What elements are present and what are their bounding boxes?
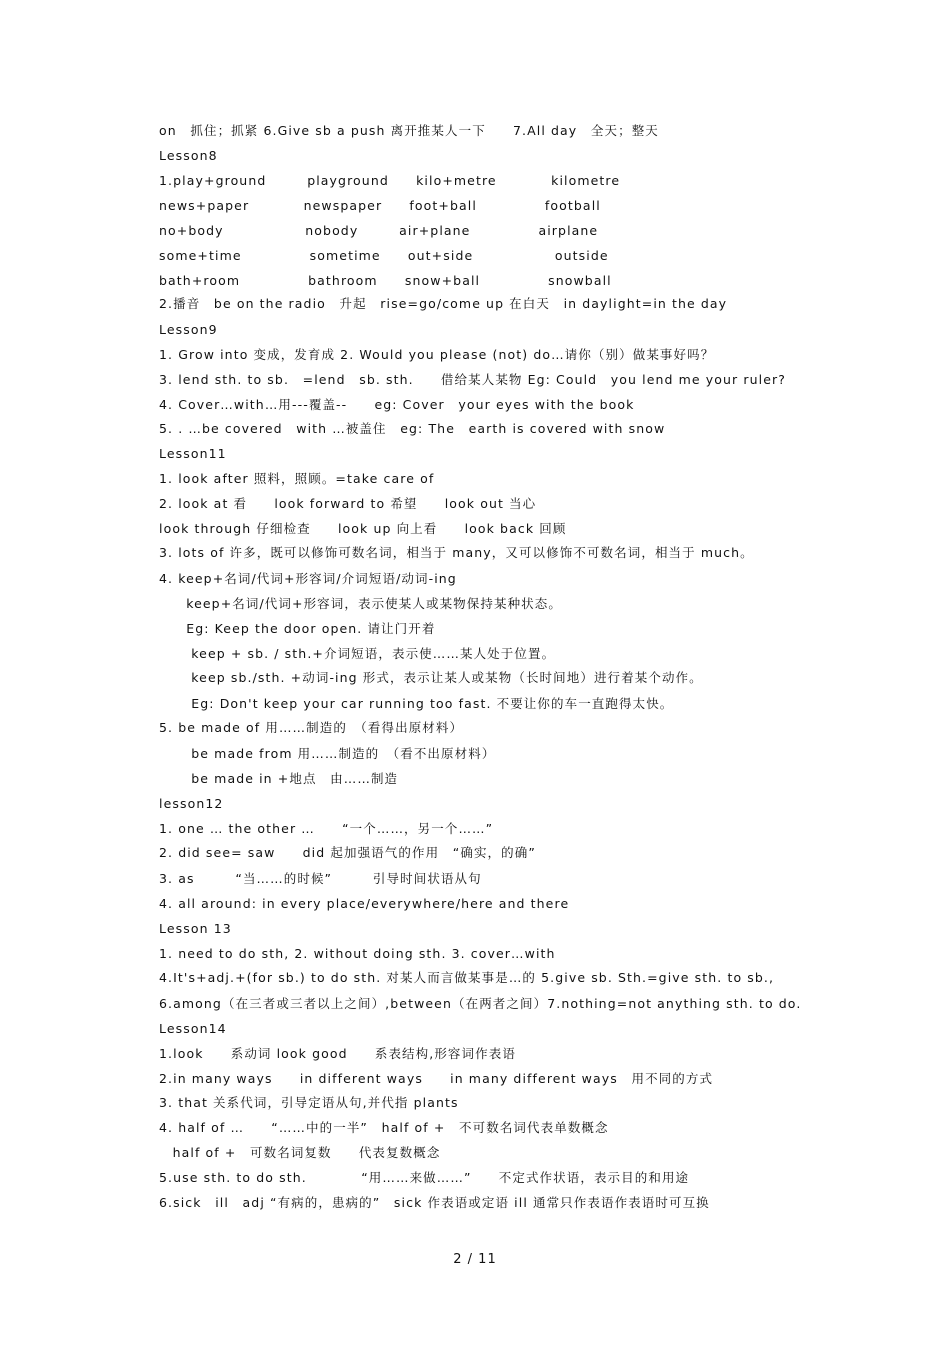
- text-line: 3. that 关系代词，引导定语从句,并代指 plants: [159, 1095, 459, 1110]
- text-line: on 抓住；抓紧 6.Give sb a push 离开推某人一下 7.All day 全天；整天: [159, 123, 659, 138]
- text-line: news+paper newspaper foot+ball football: [159, 198, 601, 213]
- lesson-heading: Lesson9: [159, 322, 218, 337]
- text-line: 5. . …be covered with …被盖住 eg: The earth is covered with snow: [159, 421, 666, 436]
- text-line: Eg: Don't keep your car running too fast. 不要让你的车一直跑得太快。: [159, 696, 674, 711]
- text-line: 2. did see= saw did 起加强语气的作用 “确实，的确”: [159, 845, 536, 860]
- lesson-heading: lesson12: [159, 796, 224, 811]
- text-line: look through 仔细检查 look up 向上看 look back 回顾: [159, 521, 567, 536]
- text-line: 1.play+ground playground kilo+metre kilometre: [159, 173, 621, 188]
- text-line: 3. as “当……的时候” 引导时间状语从句: [159, 871, 482, 886]
- text-line: half of + 可数名词复数 代表复数概念: [159, 1145, 441, 1160]
- text-line: be made from 用……制造的 （看不出原材料）: [159, 746, 496, 761]
- text-line: no+body nobody air+plane airplane: [159, 223, 599, 238]
- text-line: 1. one … the other … “一个……，另一个……”: [159, 821, 494, 836]
- lesson-heading: Lesson8: [159, 148, 218, 163]
- text-line: some+time sometime out+side outside: [159, 248, 609, 263]
- text-line: keep + sb. / sth.+介词短语，表示使……某人处于位置。: [159, 646, 556, 661]
- text-line: 6.sick ill adj “有病的，患病的” sick 作表语或定语 ill 通常只作表语作表语时可互换: [159, 1195, 710, 1210]
- text-line: 1. Grow into 变成，发育成 2. Would you please (not) do…请你（别）做某事好吗？: [159, 347, 715, 362]
- text-line: be made in +地点 由……制造: [159, 771, 399, 786]
- text-line: keep+名词/代词+形容词，表示使某人或某物保持某种状态。: [159, 596, 562, 611]
- text-line: 4. keep+名词/代词+形容词/介词短语/动词-ing: [159, 571, 457, 586]
- text-line: 2.播音 be on the radio 升起 rise=go/come up 在白天 in daylight=in the day: [159, 296, 728, 311]
- text-line: 5. be made of 用……制造的 （看得出原材料）: [159, 720, 464, 735]
- lesson-heading: Lesson11: [159, 446, 227, 461]
- text-line: Eg: Keep the door open. 请让门开着: [159, 621, 436, 636]
- text-line: 5.use sth. to do sth. “用……来做……” 不定式作状语，表示目的和用途: [159, 1170, 690, 1185]
- text-line: 2.in many ways in different ways in many different ways 用不同的方式: [159, 1071, 714, 1086]
- text-line: keep sb./sth. +动词-ing 形式，表示让某人或某物（长时间地）进行着某个动作。: [159, 670, 703, 685]
- text-line: 6.among（在三者或三者以上之间）,between（在两者之间）7.nothing=not anything sth. to do.: [159, 996, 802, 1011]
- text-line: 4. Cover…with…用---覆盖-- eg: Cover your eyes with the book: [159, 397, 635, 412]
- text-line: 3. lots of 许多，既可以修饰可数名词，相当于 many，又可以修饰不可数名词，相当于 much。: [159, 545, 754, 560]
- page-number: 2 / 11: [453, 1252, 497, 1267]
- text-line: 4.It's+adj.+(for sb.) to do sth. 对某人而言做某事是…的 5.give sb. Sth.=give sth. to sb.,: [159, 970, 775, 985]
- lesson-heading: Lesson 13: [159, 921, 232, 936]
- text-line: 4. all around: in every place/everywhere/here and there: [159, 896, 570, 911]
- text-line: 1. look after 照料，照顾。=take care of: [159, 471, 435, 486]
- text-line: 1.look 系动词 look good 系表结构,形容词作表语: [159, 1046, 516, 1061]
- lesson-heading: Lesson14: [159, 1021, 227, 1036]
- text-line: bath+room bathroom snow+ball snowball: [159, 273, 612, 288]
- text-line: 2. look at 看 look forward to 希望 look out 当心: [159, 496, 537, 511]
- text-line: 1. need to do sth, 2. without doing sth. 3. cover…with: [159, 946, 556, 961]
- text-line: 4. half of … “……中的一半” half of + 不可数名词代表单数概念: [159, 1120, 609, 1135]
- text-line: 3. lend sth. to sb. =lend sb. sth. 借给某人某物 Eg: Could you lend me your ruler?: [159, 372, 786, 387]
